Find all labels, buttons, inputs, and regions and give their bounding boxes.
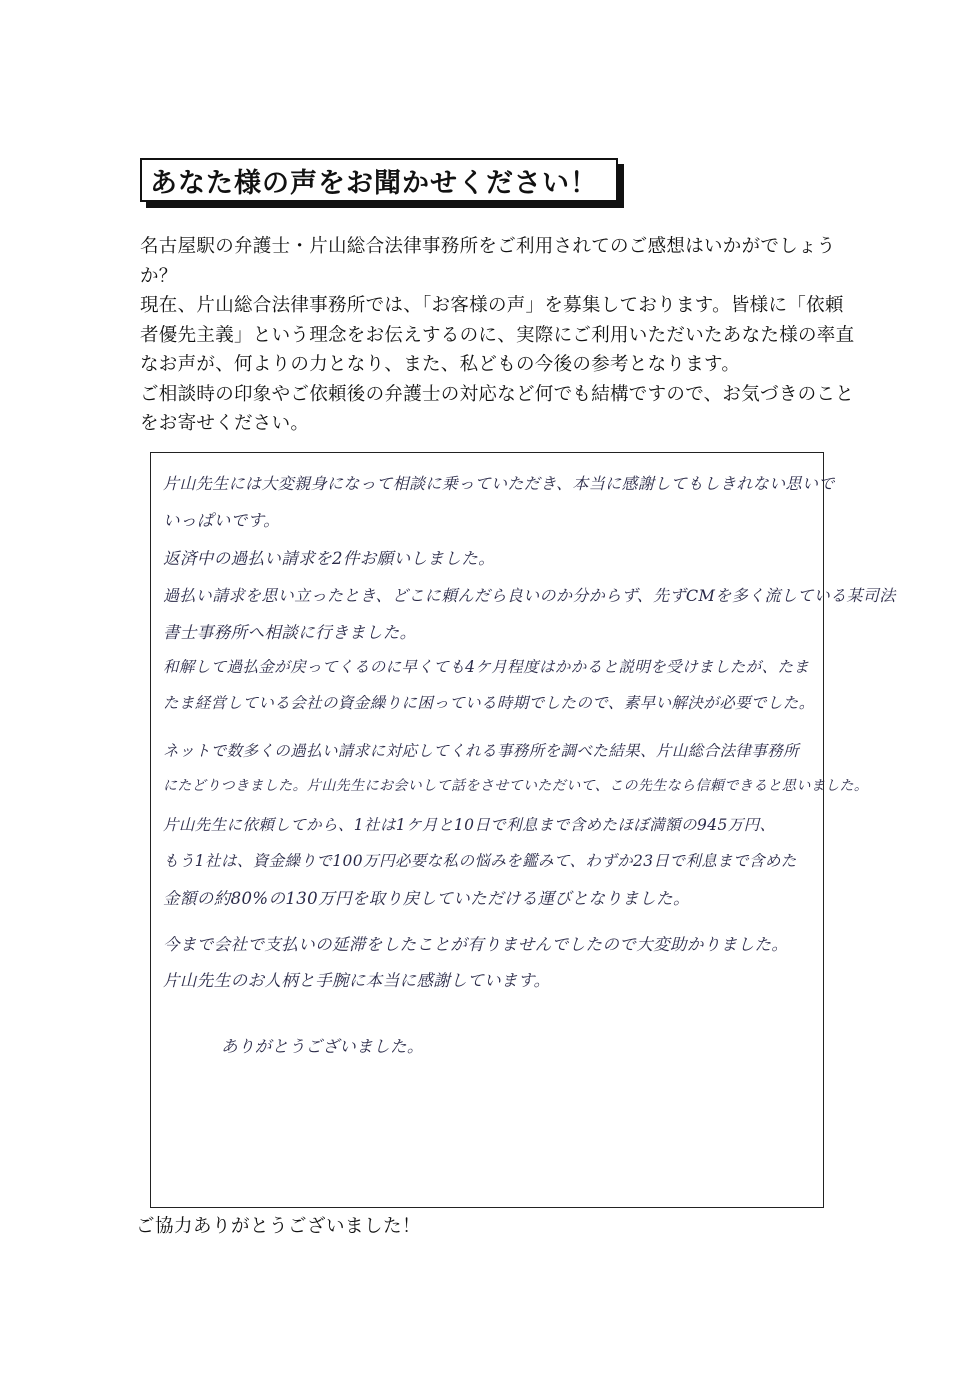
handwritten-comment-box bbox=[150, 452, 896, 1208]
handwritten-line: 過払い請求を思い立ったとき、どこに頼んだら良いのか分からず、先ずCMを多く流している某司法 bbox=[163, 586, 896, 605]
handwritten-line: 和解して過払金が戻ってくるのに早くても4ケ月程度はかかると説明を受けましたが、たま bbox=[163, 658, 810, 676]
handwritten-line: 片山先生のお人柄と手腕に本当に感謝しています。 bbox=[163, 971, 551, 990]
handwritten-line: 金額の約80%の130万円を取り戻していただける運びとなりました。 bbox=[163, 889, 690, 908]
handwritten-line: いっぱいです。 bbox=[163, 511, 280, 530]
handwritten-line: にたどりつきました。片山先生にお会いして話をさせていただいて、この先生なら信頼できると思いました。 bbox=[163, 778, 869, 794]
handwritten-line: 今まで会社で支払いの延滞をしたことが有りませんでしたので大変助かりました。 bbox=[163, 935, 789, 954]
handwritten-line: 書士事務所へ相談に行きました。 bbox=[163, 623, 417, 642]
handwritten-line: もう1社は、資金繰りで100万円必要な私の悩みを鑑みて、わずか23日で利息まで含めた bbox=[163, 852, 797, 870]
handwritten-line: たま経営している会社の資金繰りに困っている時期でしたので、素早い解決が必要でした。 bbox=[163, 694, 815, 712]
handwritten-line: ネットで数多くの過払い請求に対応してくれる事務所を調べた結果、片山総合法律事務所 bbox=[163, 742, 800, 760]
intro-paragraph: ご相談時の印象やご依頼後の弁護士の対応など何でも結構ですので、お気づきのことをお寄せください。 bbox=[140, 383, 855, 434]
page-title: あなた様の声をお聞かせください！ bbox=[150, 167, 598, 199]
handwritten-line: 片山先生には大変親身になって相談に乗っていただき、本当に感謝してもしきれない思いで bbox=[163, 474, 835, 493]
handwritten-line: 返済中の過払い請求を2件お願いしました。 bbox=[163, 549, 495, 568]
intro-text bbox=[140, 232, 855, 439]
thanks-text: ご協力ありがとうございました！ bbox=[136, 1216, 422, 1237]
handwritten-line: 片山先生に依頼してから、1社は1ケ月と10日で利息まで含めたほぼ満額の945万円、 bbox=[163, 816, 776, 834]
intro-paragraph: 現在、片山総合法律事務所では、「お客様の声」を募集しております。皆様に「依頼者優先主義」という理念をお伝えするのに、実際にご利用いただいたあなた様の率直なお声が、何よりの力となり、また、私どもの今後の参考となります。 bbox=[140, 295, 855, 375]
handwritten-line: ありがとうございました。 bbox=[221, 1037, 424, 1056]
heading-box bbox=[140, 158, 618, 202]
intro-paragraph: 名古屋駅の弁護士・片山総合法律事務所をご利用されてのご感想はいかがでしょうか？ bbox=[140, 236, 836, 287]
